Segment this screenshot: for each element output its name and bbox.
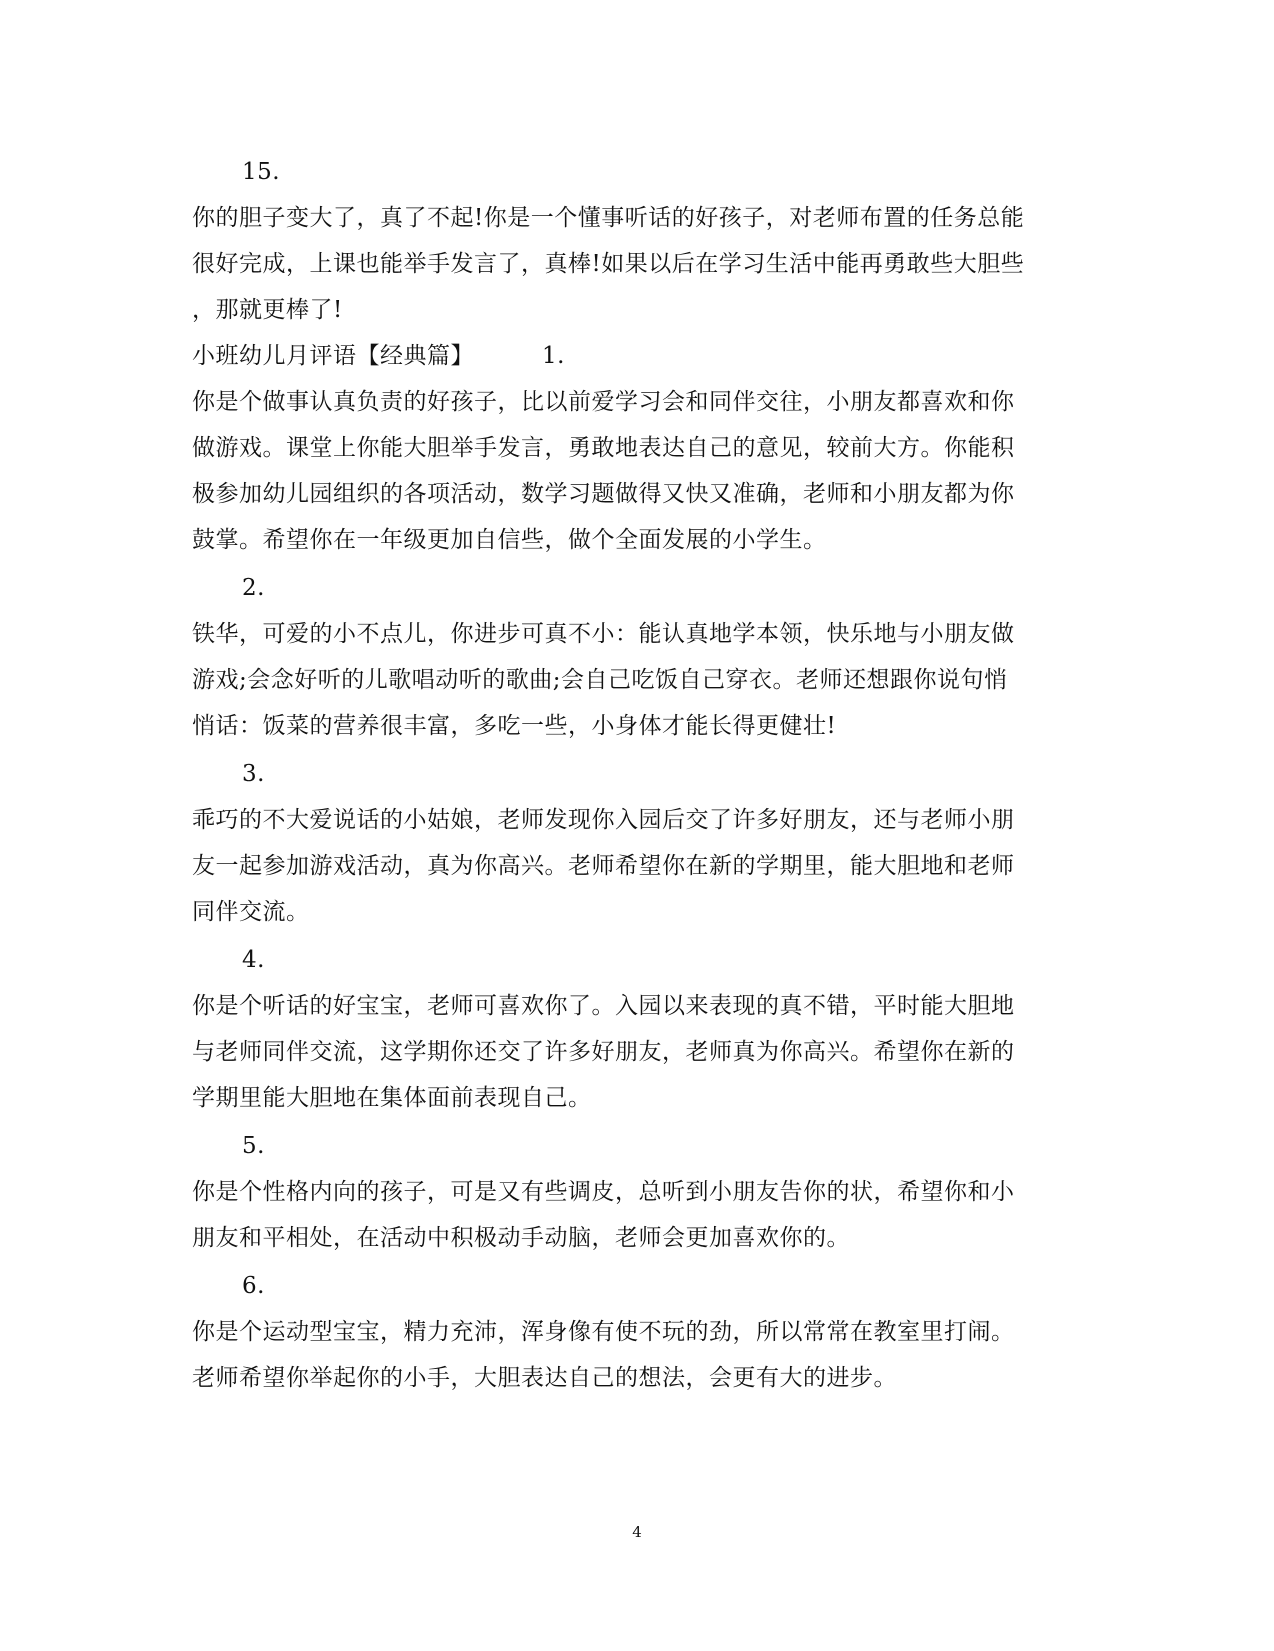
- paragraph-line: 你是个运动型宝宝，精力充沛，浑身像有使不玩的劲，所以常常在教室里打闹。: [192, 1319, 1015, 1345]
- paragraph-line: 老师希望你举起你的小手，大胆表达自己的想法，会更有大的进步。: [192, 1365, 897, 1391]
- paragraph-line: 铁华，可爱的小不点儿，你进步可真不小：能认真地学本领，快乐地与小朋友做: [192, 621, 1015, 647]
- paragraph-line: 你是个性格内向的孩子，可是又有些调皮，总听到小朋友告你的状，希望你和小: [192, 1179, 1015, 1205]
- paragraph-line: 乖巧的不大爱说话的小姑娘，老师发现你入园后交了许多好朋友，还与老师小朋: [192, 807, 1015, 833]
- item-number-15: 15.: [242, 159, 281, 185]
- section-heading: [192, 341, 474, 371]
- item-number-3: 3.: [242, 761, 265, 787]
- item-number-4: 4.: [242, 947, 265, 973]
- paragraph-line: 做游戏。课堂上你能大胆举手发言，勇敢地表达自己的意见，较前大方。你能积: [192, 435, 1015, 461]
- paragraph-line: 友一起参加游戏活动，真为你高兴。老师希望你在新的学期里，能大胆地和老师: [192, 853, 1015, 879]
- paragraph-line: 你是个做事认真负责的好孩子，比以前爱学习会和同伴交往，小朋友都喜欢和你: [192, 389, 1015, 415]
- item-number-2: 2.: [242, 575, 265, 601]
- section-heading-title: 小班幼儿月评语【经典篇】: [192, 343, 474, 369]
- item-number-6: 6.: [242, 1273, 265, 1299]
- paragraph-line: 游戏;会念好听的儿歌唱动听的歌曲;会自己吃饭自己穿衣。老师还想跟你说句悄: [192, 667, 1008, 693]
- paragraph-line: 很好完成，上课也能举手发言了，真棒!如果以后在学习生活中能再勇敢些大胆些: [192, 251, 1025, 277]
- paragraph-line: 同伴交流。: [192, 899, 310, 925]
- item-number-1: 1.: [542, 343, 565, 369]
- paragraph-line: 与老师同伴交流，这学期你还交了许多好朋友，老师真为你高兴。希望你在新的: [192, 1039, 1015, 1065]
- paragraph-line: 鼓掌。希望你在一年级更加自信些，做个全面发展的小学生。: [192, 527, 827, 553]
- paragraph-line: ，那就更棒了!: [192, 297, 343, 323]
- paragraph-line: 极参加幼儿园组织的各项活动，数学习题做得又快又准确，老师和小朋友都为你: [192, 481, 1015, 507]
- page-number: 4: [632, 1523, 642, 1541]
- paragraph-line: 你的胆子变大了，真了不起!你是一个懂事听话的好孩子，对老师布置的任务总能: [192, 205, 1025, 231]
- item-number-5: 5.: [242, 1133, 265, 1159]
- paragraph-line: 朋友和平相处，在活动中积极动手动脑，老师会更加喜欢你的。: [192, 1225, 850, 1251]
- paragraph-line: 悄话：饭菜的营养很丰富，多吃一些，小身体才能长得更健壮!: [192, 713, 837, 739]
- paragraph-line: 你是个听话的好宝宝，老师可喜欢你了。入园以来表现的真不错，平时能大胆地: [192, 993, 1015, 1019]
- paragraph-line: 学期里能大胆地在集体面前表现自己。: [192, 1085, 592, 1111]
